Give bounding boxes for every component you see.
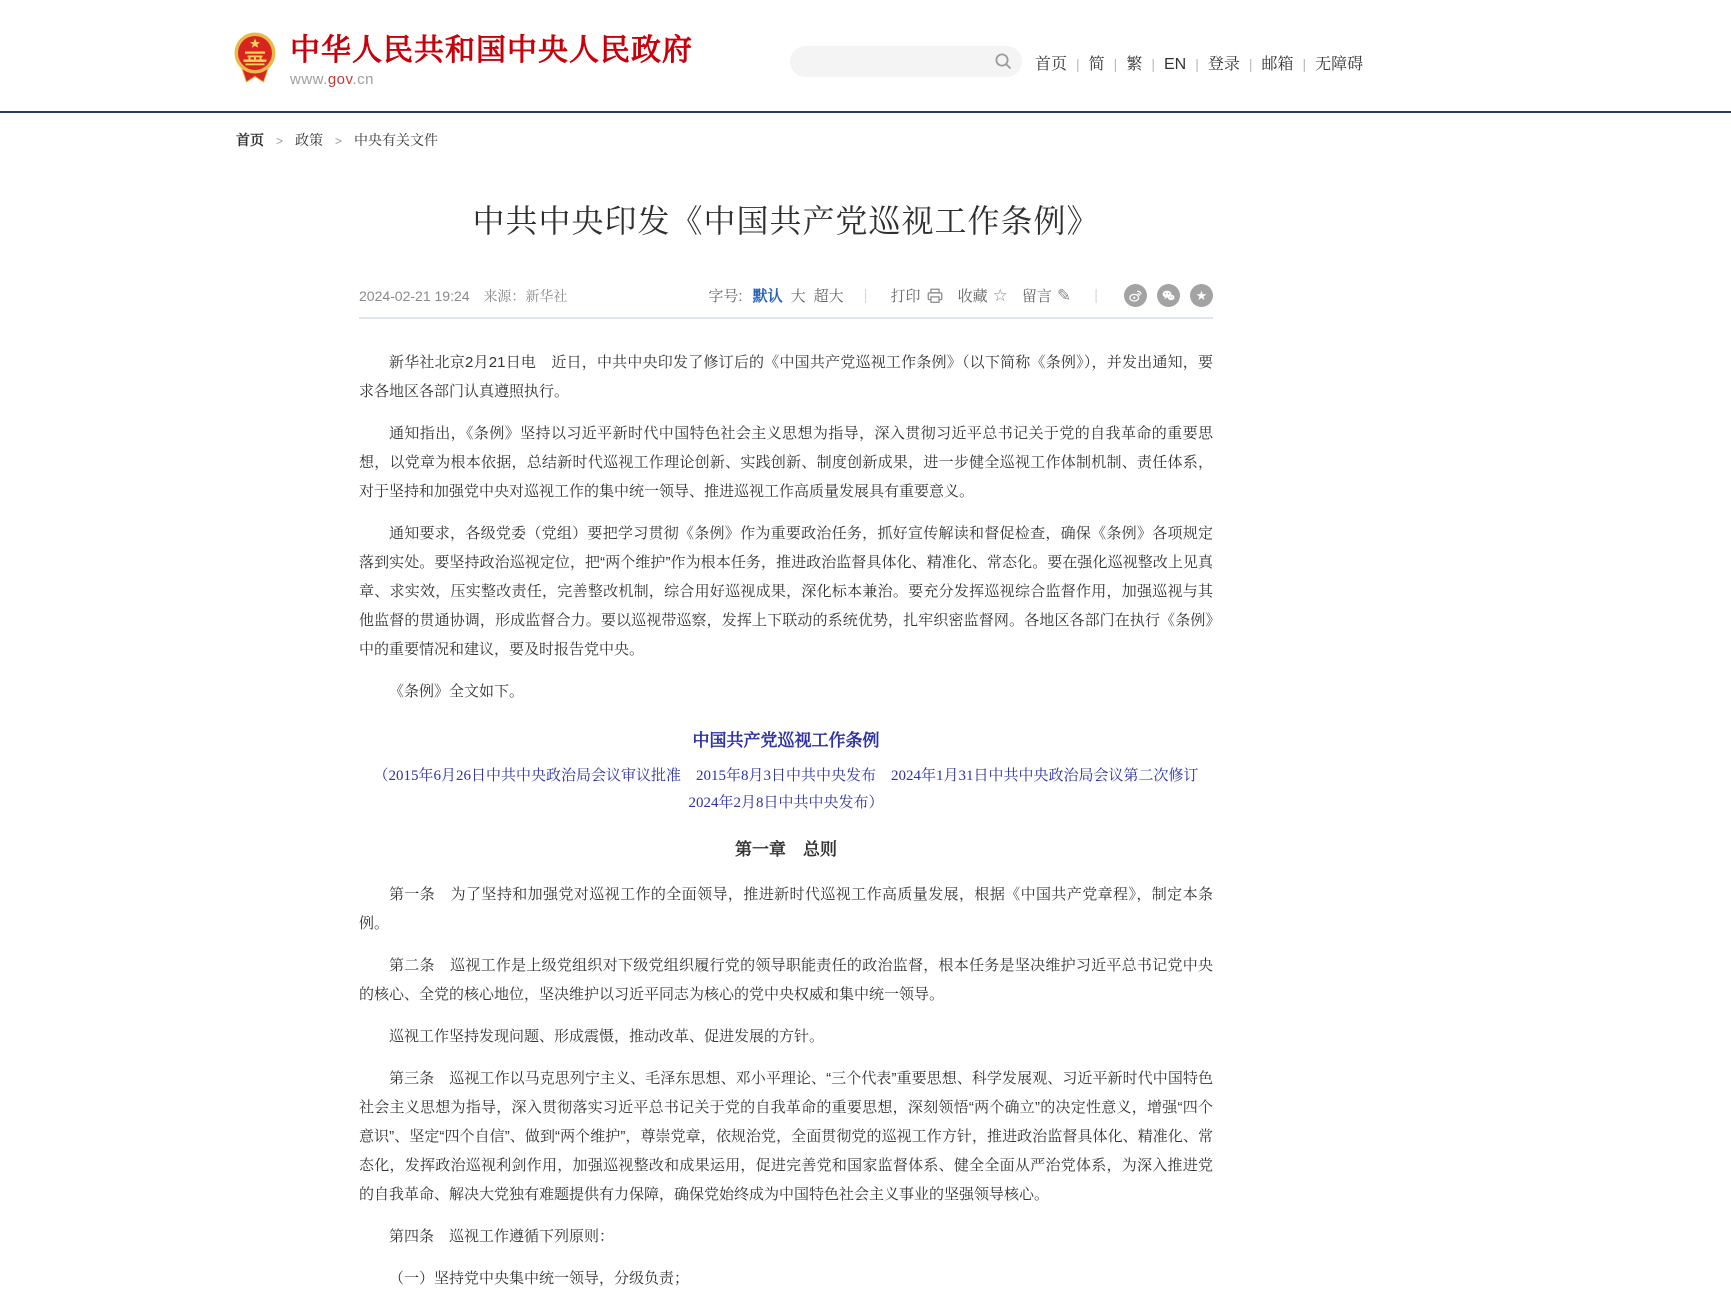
fontsize-option-1[interactable]: 大 <box>790 288 806 305</box>
article <box>359 196 1213 1293</box>
paragraph: （一）坚持党中央集中统一领导，分级负责； <box>389 1270 690 1287</box>
url-www: www. <box>290 71 328 88</box>
breadcrumb-item-0[interactable]: 首页 <box>236 132 264 148</box>
comment-button[interactable] <box>1022 285 1071 306</box>
favorite-button[interactable] <box>958 285 1008 306</box>
fontsize-option-0[interactable]: 默认 <box>752 288 783 305</box>
logo-text <box>290 30 693 88</box>
search-box[interactable] <box>790 46 1022 77</box>
site-header <box>0 0 1731 113</box>
nav-separator: | <box>1151 56 1155 72</box>
main-content <box>236 113 1336 1293</box>
toolbar-divider: | <box>1094 287 1098 304</box>
article-meta <box>359 286 567 306</box>
nav-item-2[interactable]: 繁 <box>1126 56 1143 73</box>
nav-item-4[interactable]: 登录 <box>1207 56 1240 73</box>
print-button[interactable] <box>891 285 944 306</box>
doc-subtitle: （2015年6月26日中共中央政治局会议审议批准 2015年8月3日中共中央发布 2024年1月31日中共中央政治局会议第二次修订 2024年2月8日中共中央发布） <box>373 768 1214 811</box>
paragraph: 第四条 巡视工作遵循下列原则： <box>389 1228 615 1245</box>
nav-separator: | <box>1195 56 1199 72</box>
publish-date: 2024-02-21 19:24 <box>359 287 470 304</box>
paragraph: 第二条 巡视工作是上级党组织对下级党组织履行党的领导职能责任的政治监督，根本任务是坚决维护习近平总书记党中央的核心、全党的核心地位，坚决维护以习近平同志为核心的党中央权威和集中统一领导。 <box>359 957 1213 1003</box>
nav-item-0[interactable]: 首页 <box>1035 56 1068 73</box>
paragraph: 第三条 巡视工作以马克思列宁主义、毛泽东思想、邓小平理论、“三个代表”重要思想、科学发展观、习近平新时代中国特色社会主义思想为指导，深入贯彻落实习近平总书记关于党的自我革命的重要思想，深刻领悟“两个确立”的决定性意义，增强“四个意识”、坚定“四个自信”、做到“两个维护”，尊崇党章，依规治党，全面贯彻党的巡视工作方针，推进政治监督具体化、精准化、常态化，发挥政治巡视利剑作用，加强巡视整改和成果运用，促进完善党和国家监督体系、健全全面从严治党体系，为深入推进党的自我革命、解决大党独有难题提供有力保障，确保党始终成为中国特色社会主义事业的坚强领导核心。 <box>359 1070 1213 1203</box>
chapter: 第一章 总则 <box>735 840 837 859</box>
article-body <box>359 319 1213 1293</box>
star-outline-icon: ☆ <box>992 286 1008 305</box>
source-label: 来源： <box>483 287 526 304</box>
site-url <box>290 71 693 88</box>
national-emblem-icon <box>232 30 278 88</box>
fontsize-option-2[interactable]: 超大 <box>813 288 844 305</box>
site-logo[interactable] <box>232 30 693 88</box>
print-label: 打印 <box>890 288 921 305</box>
search-input[interactable] <box>804 46 984 77</box>
breadcrumb <box>236 113 1336 150</box>
url-cn: .cn <box>352 71 374 88</box>
nav-separator: | <box>1248 56 1253 72</box>
source-name: 新华社 <box>525 287 568 304</box>
paragraph: 巡视工作坚持发现问题、形成震慑，推动改革、促进发展的方针。 <box>389 1028 825 1045</box>
url-gov: gov <box>327 71 353 88</box>
nav-item-6[interactable]: 无障碍 <box>1315 56 1364 73</box>
article-toolbar <box>708 284 1213 307</box>
paragraph: 通知指出，《条例》坚持以习近平新时代中国特色社会主义思想为指导，深入贯彻习近平总书记关于党的自我革命的重要思想，以党章为根本依据，总结新时代巡视工作理论创新、实践创新、制度创新成果，进一步健全巡视工作体制机制、责任体系，对于坚持和加强党中央对巡视工作的集中统一领导、推进巡视工作高质量发展具有重要意义。 <box>359 425 1213 500</box>
page-title: 中共中央印发《中国共产党巡视工作条例》 <box>472 203 1100 239</box>
favorite-label: 收藏 <box>957 288 988 305</box>
paragraph: 新华社北京2月21日电 近日，中共中央印发了修订后的《中国共产党巡视工作条例》（以下简称《条例》），并发出通知，要求各地区各部门认真遵照执行。 <box>359 354 1213 400</box>
search-icon[interactable] <box>994 52 1013 76</box>
article-meta-bar <box>359 284 1213 307</box>
wechat-share-icon[interactable] <box>1157 284 1180 307</box>
paragraph: 第一条 为了坚持和加强党对巡视工作的全面领导，推进新时代巡视工作高质量发展，根据《中国共产党章程》，制定本条例。 <box>359 886 1213 932</box>
breadcrumb-item-1[interactable]: 政策 <box>295 132 324 148</box>
pencil-icon: ✎ <box>1056 286 1072 305</box>
top-nav <box>1035 51 1363 74</box>
nav-item-1[interactable]: 简 <box>1088 56 1105 73</box>
breadcrumb-item-2: 中央有关文件 <box>354 132 439 148</box>
printer-icon <box>926 287 944 305</box>
nav-item-3[interactable]: EN <box>1163 56 1187 73</box>
star-share-icon[interactable]: ★ <box>1190 284 1213 307</box>
weibo-share-icon[interactable] <box>1124 284 1147 307</box>
toolbar-divider: | <box>863 287 868 304</box>
nav-separator: | <box>1302 56 1307 72</box>
nav-separator: | <box>1076 56 1080 72</box>
paragraph: 通知要求，各级党委（党组）要把学习贯彻《条例》作为重要政治任务，抓好宣传解读和督促检查，确保《条例》各项规定落到实处。要坚持政治巡视定位，把“两个维护”作为根本任务，推进政治监督具体化、精准化、常态化。要在强化巡视整改上见真章、求实效，压实整改责任，完善整改机制，综合用好巡视成果，深化标本兼治。要充分发挥巡视综合监督作用，加强巡视与其他监督的贯通协调，形成监督合力。要以巡视带巡察，发挥上下联动的系统优势，扎牢织密监督网。各地区各部门在执行《条例》中的重要情况和建议，要及时报告党中央。 <box>359 525 1213 658</box>
fontsize-options <box>749 285 848 306</box>
paragraph: 《条例》全文如下。 <box>389 683 525 700</box>
nav-item-5[interactable]: 邮箱 <box>1261 56 1294 73</box>
nav-separator: | <box>1113 56 1118 72</box>
comment-label: 留言 <box>1021 288 1052 305</box>
breadcrumb-separator: > <box>276 134 284 148</box>
site-title: 中华人民共和国中央人民政府 <box>290 34 693 67</box>
breadcrumb-separator: > <box>335 134 343 148</box>
fontsize-label: 字号: <box>708 288 743 305</box>
doc-title: 中国共产党巡视工作条例 <box>692 731 880 750</box>
